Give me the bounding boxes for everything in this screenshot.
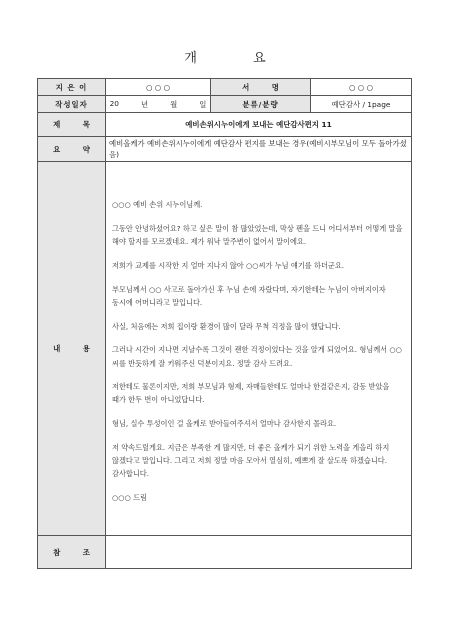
letter-paragraph: 사실, 처음에는 저희 집이랑 환경이 많이 달라 무척 걱정을 많이 했답니다. — [112, 321, 341, 331]
letter-paragraph: 저희가 교제를 시작한 지 얼마 지나지 않아 ○○씨가 누님 얘기를 하더군요. — [112, 260, 345, 270]
subject-label: 제 목 — [38, 113, 106, 137]
date-year: 20 — [109, 98, 119, 108]
content-label: 내 용 — [38, 162, 106, 536]
date-day-unit: 일 — [199, 99, 207, 109]
letter-content — [106, 162, 412, 536]
letter-paragraph: 저한테도 물론이지만, 저희 부모님과 형제, 자매들한테도 얼마나 한결같은지, 감동 받았을 때가 한두 번이 아니었답니다. — [112, 382, 390, 405]
letter-paragraph: 부모님께서 ○○ 사고로 돌아가신 후 누님 손에 자랐다며, 자기한테는 누님이 아버지이자 동시에 어머니라고 말입니다. — [112, 284, 386, 307]
date-month-unit: 월 — [170, 99, 178, 109]
document-form — [37, 78, 412, 569]
letter-signoff: ○○○ 드림 — [112, 492, 147, 502]
author-value: ○ ○ ○ — [106, 79, 211, 96]
summary-label: 요 약 — [38, 137, 106, 162]
letter-paragraph: ○○○ 예비 손위 시누이님께. — [112, 200, 203, 210]
date-value — [106, 96, 211, 113]
letter-paragraph: 형님, 실수 투성이인 걸 올케로 받아들여주셔서 얼마나 감사한지 몰라요. — [112, 419, 337, 429]
letter-paragraph: 그러나 시간이 지나면 지날수록 그것이 괜한 걱정이었다는 것을 알게 되었어요. 형님께서 ○○씨를 반듯하게 잘 키워주신 덕분이지요. 정말 감사 드려요. — [112, 345, 402, 368]
date-year-unit: 년 — [140, 99, 149, 109]
date-label: 작성일자 — [38, 96, 106, 113]
author-label: 지 은 이 — [38, 79, 106, 96]
signature-label: 서 명 — [211, 79, 311, 96]
subject-value: 예비손위시누이에게 보내는 예단감사편지 11 — [106, 113, 412, 137]
reference-value — [106, 536, 412, 569]
letter-paragraph: 그동안 안녕하셨어요? 하고 싶은 말이 참 많았었는데, 막상 펜을 드니 어디서부터 어떻게 말을 해야 할지를 모르겠네요. 제가 워낙 말주변이 없어서 말이에요. — [112, 224, 403, 247]
category-label: 분류/분량 — [211, 96, 311, 113]
summary-value: 예비올케가 예비손위시누이에게 예단감사 편지를 보내는 경우(예비시부모님이 모두 돌아가셨음) — [106, 137, 412, 162]
signature-value: ○ ○ ○ — [311, 79, 412, 96]
category-value: 예단감사 / 1page — [311, 96, 412, 113]
document-title: 개 요 — [184, 51, 292, 66]
letter-paragraph: 저 약속드릴게요. 지금은 부족한 게 많지만, 더 좋은 올케가 되기 위한 노력을 게을리 하지 않겠다고 말입니다. 그리고 저희 정말 마음 모아서 열심히, 예쁘게 잘 살도록 하겠습니다. 감사합니다. — [112, 442, 390, 479]
reference-label: 참 조 — [38, 536, 106, 569]
